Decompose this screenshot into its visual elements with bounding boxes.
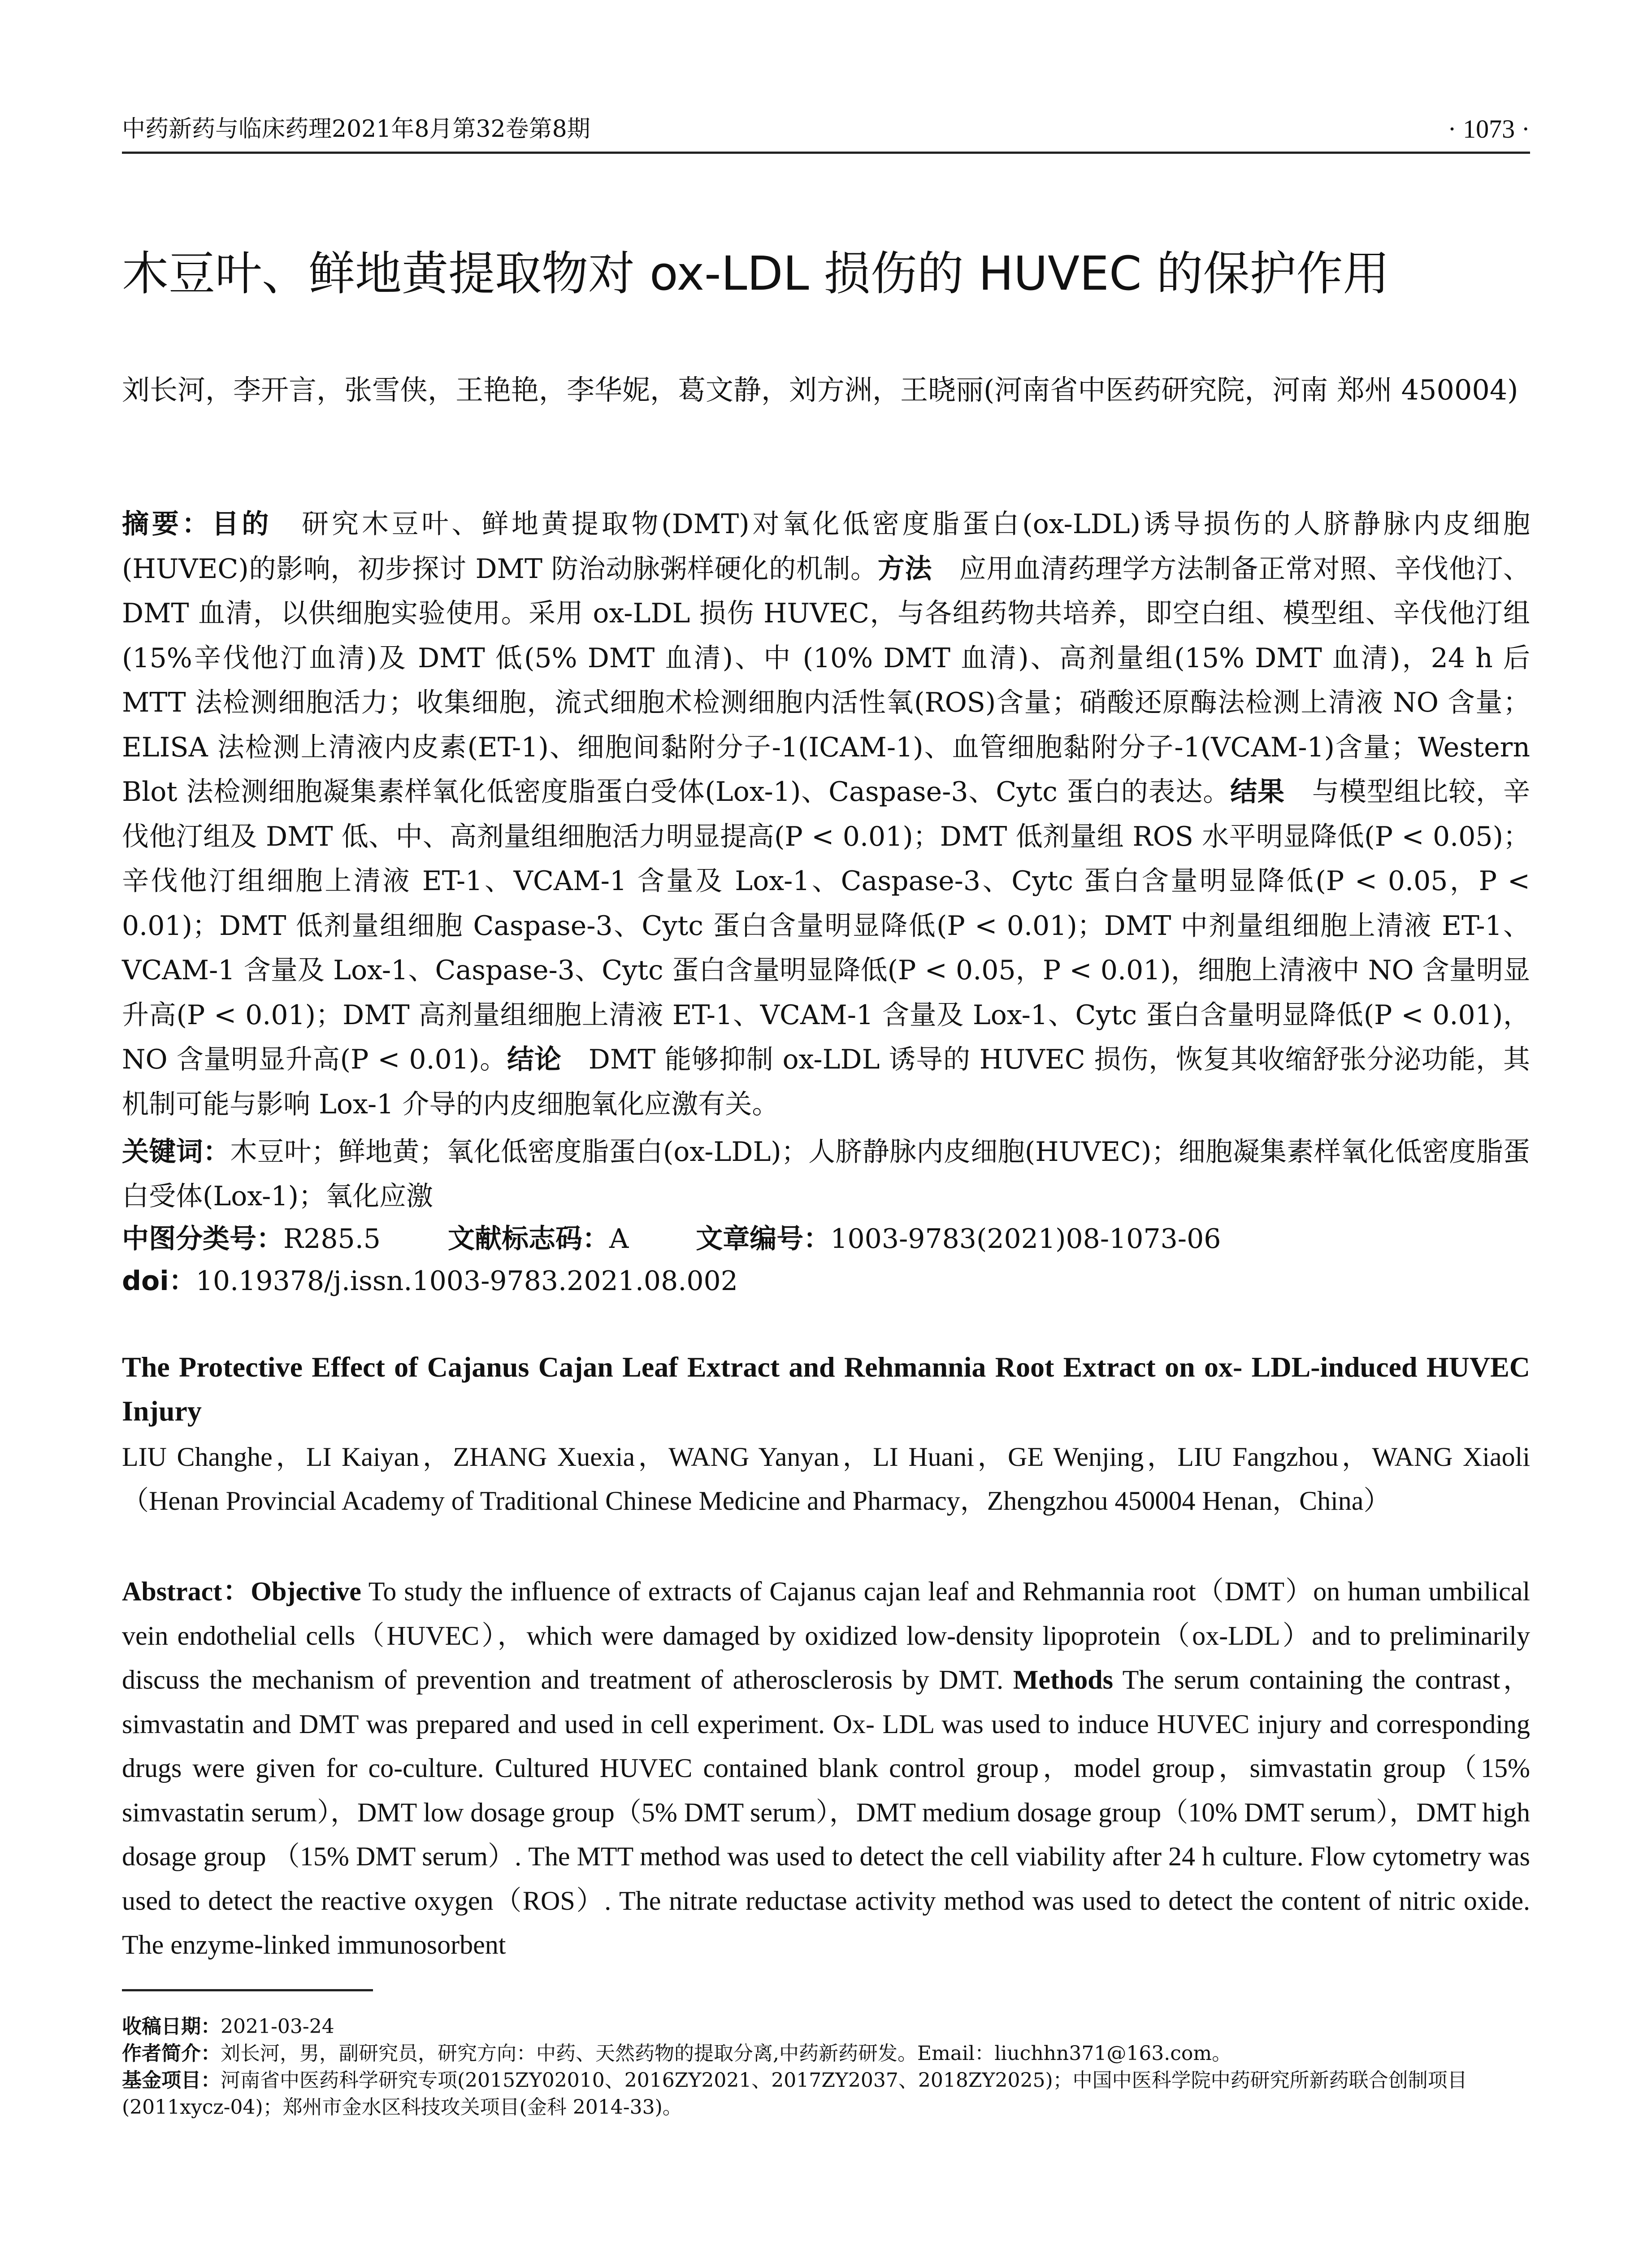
keywords <box>122 1130 1530 1219</box>
clc-label: 中图分类号： <box>122 1223 283 1255</box>
chinese-abstract <box>122 502 1530 1127</box>
doc-code-label: 文献标志码： <box>447 1223 609 1255</box>
english-abstract <box>122 1569 1530 1967</box>
clc-value: R285.5 <box>283 1223 381 1255</box>
abstract-label: 摘要： <box>122 508 212 540</box>
english-title: The Protective Effect of Cajanus Cajan Leaf Extract and Rehmannia Root Extract on ox- LDL-induced HUVEC Injury <box>122 1351 1530 1427</box>
doi-line <box>122 1261 1530 1301</box>
journal-name: 中药新药与临床药理2021年8月第32卷第8期 <box>122 116 590 143</box>
funding-note <box>122 2067 1530 2121</box>
article-no-label: 文章编号： <box>696 1223 831 1255</box>
running-header <box>122 111 1530 154</box>
objective-text: 研究木豆叶、鲜地黄提取物(DMT)对氧化低密度脂蛋白(ox-LDL)诱导损伤的人脐静脉内皮细胞(HUVEC)的影响，初步探讨 DMT 防治动脉粥样硬化的机制。 <box>122 508 1531 585</box>
author-bio-note <box>122 2040 1530 2067</box>
doi-label: doi： <box>122 1265 196 1297</box>
en-objective-label: Objective <box>251 1577 361 1606</box>
received-label: 收稿日期： <box>122 2015 221 2038</box>
conclusion-label: 结论 <box>507 1044 562 1075</box>
keywords-label: 关键词： <box>122 1136 230 1168</box>
objective-label: 目的 <box>212 508 272 540</box>
article-no-value: 1003-9783(2021)08-1073-06 <box>830 1223 1221 1255</box>
funding-label: 基金项目： <box>122 2069 221 2092</box>
received-date: 2021-03-24 <box>221 2015 334 2038</box>
en-methods-label: Methods <box>1013 1665 1114 1695</box>
english-authors: LIU Changhe，LI Kaiyan，ZHANG Xuexia，WANG Yanyan，LI Huani，GE Wenjing，LIU Fangzhou，WANG Xiaoli（Henan Provincial Academy of Traditional Chinese Medicine and Pharmacy，Zhengzhou 450004 Henan，China） <box>122 1442 1530 1516</box>
methods-label: 方法 <box>877 553 932 585</box>
conclusion-text: DMT 能够抑制 ox-LDL 诱导的 HUVEC 损伤，恢复其收缩舒张分泌功能，其机制可能与影响 Lox-1 介导的内皮细胞氧化应激有关。 <box>122 1044 1530 1120</box>
received-note <box>122 2013 1530 2040</box>
en-methods-text: The serum containing the contrast，simvastatin and DMT was prepared and used in cell experiment. Ox- LDL was used to induce HUVEC injury and corresponding drugs were given for co-culture. Cultured HUVEC contained blank control group，model group，simvastatin group（15% simvastatin serum），DMT low dosage group（5% DMT serum），DMT medium dosage group（10% DMT serum），DMT high dosage group （15% DMT serum）. The MTT method was used to detect the cell viability after 24 h culture. Flow cytometry was used to detect the reactive oxygen（ROS）. The nitrate reductase activity method was used to detect the content of nitric oxide. The enzyme-linked immunosorbent <box>122 1665 1530 1960</box>
en-objective-text: To study the influence of extracts of Cajanus cajan leaf and Rehmannia root（DMT）on human umbilical vein endothelial cells（HUVEC），which were damaged by oxidized low-density lipoprotein（ox-LDL）and to preliminarily discuss the mechanism of prevention and treatment of atherosclerosis by DMT. <box>122 1577 1530 1695</box>
author-bio-label: 作者简介： <box>122 2042 221 2065</box>
author-list: 刘长河，李开言，张雪侠，王艳艳，李华妮，葛文静，刘方洲，王晓丽(河南省中医药研究院，河南 郑州 450004) <box>122 374 1518 406</box>
page-number: · 1073 · <box>1448 114 1530 143</box>
funding-text: 河南省中医药科学研究专项(2015ZY02010、2016ZY2021、2017ZY2037、2018ZY2025)；中国中医科学院中药研究所新药联合创制项目(2011xycz-04)；郑州市金水区科技攻关项目(金科 2014-33)。 <box>122 2069 1467 2119</box>
author-bio-text: 刘长河，男，副研究员，研究方向：中药、天然药物的提取分离,中药新药研发。Email：liuchhn371@163.com。 <box>221 2042 1232 2065</box>
en-abstract-label: Abstract： <box>122 1577 251 1606</box>
doi-link[interactable]: 10.19378/j.issn.1003-9783.2021.08.002 <box>195 1265 738 1297</box>
results-label: 结果 <box>1230 776 1285 808</box>
article-title: 木豆叶、鲜地黄提取物对 ox-LDL 损伤的 HUVEC 的保护作用 <box>122 246 1390 301</box>
footnote-divider <box>122 1989 373 1991</box>
doc-code-value: A <box>609 1223 629 1255</box>
methods-text: 应用血清药理学方法制备正常对照、辛伐他汀、DMT 血清，以供细胞实验使用。采用 ox-LDL 损伤 HUVEC，与各组药物共培养，即空白组、模型组、辛伐他汀组(15%辛伐他汀血清)及 DMT 低(5% DMT 血清)、中 (10% DMT 血清)、高剂量组(15% DMT 血清)，24 h 后 MTT 法检测细胞活力；收集细胞，流式细胞术检测细胞内活性氧(ROS)含量；硝酸还原酶法检测上清液 NO 含量；ELISA 法检测上清液内皮素(ET-1)、细胞间黏附分子-1(ICAM-1)、血管细胞黏附分子-1(VCAM-1)含量；Western Blot 法检测细胞凝集素样氧化低密度脂蛋白受体(Lox-1)、Caspase-3、Cytc 蛋白的表达。 <box>122 553 1531 808</box>
classification-line <box>122 1219 1530 1259</box>
footnotes <box>122 2013 1530 2121</box>
keywords-text: 木豆叶；鲜地黄；氧化低密度脂蛋白(ox-LDL)；人脐静脉内皮细胞(HUVEC)；细胞凝集素样氧化低密度脂蛋白受体(Lox-1)；氧化应激 <box>122 1136 1531 1212</box>
results-text: 与模型组比较，辛伐他汀组及 DMT 低、中、高剂量组细胞活力明显提高(P < 0.01)；DMT 低剂量组 ROS 水平明显降低(P < 0.05)；辛伐他汀组细胞上清液 ET-1、VCAM-1 含量及 Lox-1、Caspase-3、Cytc 蛋白含量明显降低(P < 0.05，P < 0.01)；DMT 低剂量组细胞 Caspase-3、Cytc 蛋白含量明显降低(P < 0.01)；DMT 中剂量组细胞上清液 ET-1、VCAM-1 含量及 Lox-1、Caspase-3、Cytc 蛋白含量明显降低(P < 0.05，P < 0.01)，细胞上清液中 NO 含量明显升高(P < 0.01)；DMT 高剂量组细胞上清液 ET-1、VCAM-1 含量及 Lox-1、Cytc 蛋白含量明显降低(P < 0.01)，NO 含量明显升高(P < 0.01)。 <box>122 776 1531 1075</box>
